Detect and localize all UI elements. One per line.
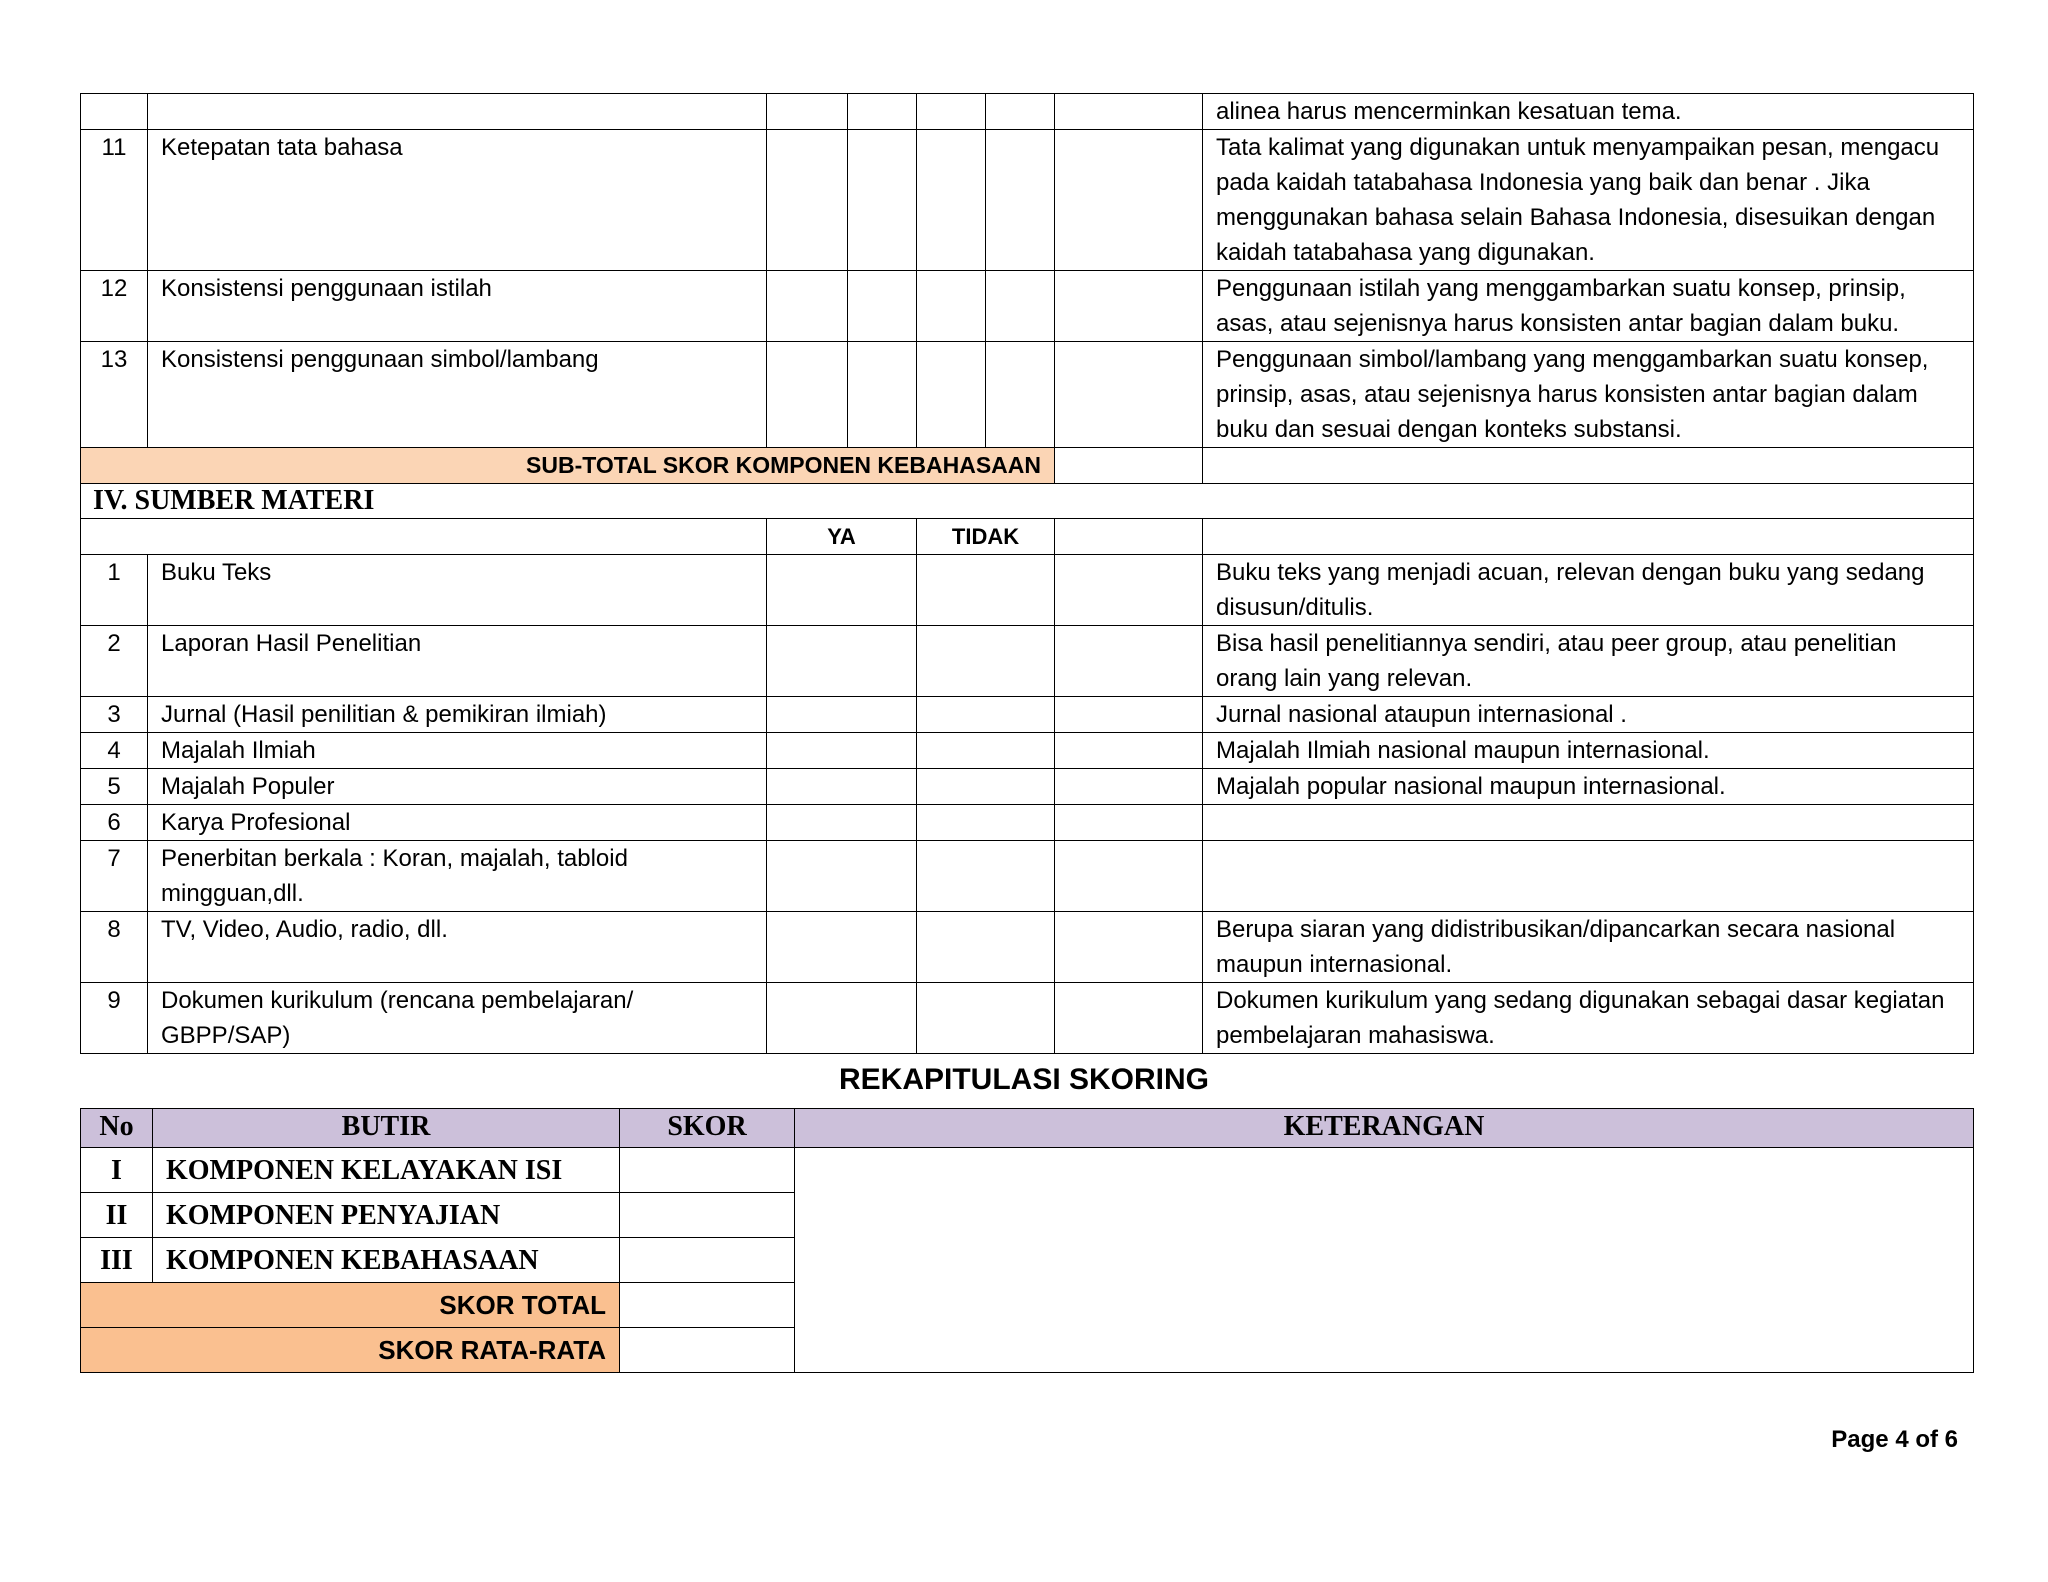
subtotal-note-cell (1203, 448, 1974, 484)
row-number: 5 (81, 769, 148, 805)
score-cell[interactable] (848, 271, 917, 342)
blank-header-cell (1203, 519, 1974, 555)
rekap-item: KOMPONEN PENYAJIAN (153, 1193, 620, 1238)
blank-header-cell (1055, 519, 1203, 555)
score-cell[interactable] (986, 130, 1055, 271)
item-cell: Laporan Hasil Penelitian (148, 626, 767, 697)
score-cell[interactable] (917, 342, 986, 448)
no-cell (81, 94, 148, 130)
ya-cell[interactable] (767, 555, 917, 626)
description-cell: Majalah popular nasional maupun internasional. (1203, 769, 1974, 805)
score-cell[interactable] (767, 342, 848, 448)
note-cell[interactable] (1055, 841, 1203, 912)
description-cell: Tata kalimat yang digunakan untuk menyampaikan pesan, mengacu pada kaidah tatabahasa Indonesia yang baik dan benar . Jika menggunakan bahasa selain Bahasa Indonesia, disesuikan dengan kaidah tatabahasa yang digunakan. (1203, 130, 1974, 271)
rekap-header-butir: BUTIR (153, 1109, 620, 1148)
score-cell[interactable] (917, 130, 986, 271)
ya-cell[interactable] (767, 626, 917, 697)
description-cell: alinea harus mencerminkan kesatuan tema. (1203, 94, 1974, 130)
ya-cell[interactable] (767, 841, 917, 912)
subtotal-score-cell[interactable] (1055, 448, 1203, 484)
tidak-cell[interactable] (917, 626, 1055, 697)
description-cell (1203, 841, 1974, 912)
page-number: Page 4 of 6 (1831, 1426, 1958, 1453)
note-cell[interactable] (1055, 342, 1203, 448)
score-cell[interactable] (917, 271, 986, 342)
note-cell[interactable] (1055, 983, 1203, 1054)
description-cell: Jurnal nasional ataupun internasional . (1203, 697, 1974, 733)
score-cell[interactable] (917, 94, 986, 130)
item-cell: Penerbitan berkala : Koran, majalah, tabloid mingguan,dll. (148, 841, 767, 912)
row-number: 6 (81, 805, 148, 841)
ya-cell[interactable] (767, 805, 917, 841)
table-row (81, 626, 1974, 697)
table-row (81, 841, 1974, 912)
note-cell[interactable] (1055, 626, 1203, 697)
note-cell[interactable] (1055, 912, 1203, 983)
note-cell[interactable] (1055, 769, 1203, 805)
ya-cell[interactable] (767, 983, 917, 1054)
ya-cell[interactable] (767, 733, 917, 769)
rekap-table (80, 1108, 1974, 1373)
score-cell[interactable] (848, 130, 917, 271)
description-cell: Dokumen kurikulum yang sedang digunakan sebagai dasar kegiatan pembelajaran mahasiswa. (1203, 983, 1974, 1054)
skor-rata-label: SKOR RATA-RATA (81, 1328, 620, 1373)
description-cell: Penggunaan istilah yang menggambarkan suatu konsep, prinsip, asas, atau sejenisnya harus konsisten antar bagian dalam buku. (1203, 271, 1974, 342)
table-row (81, 130, 1974, 271)
subtotal-label: SUB-TOTAL SKOR KOMPONEN KEBAHASAAN (81, 448, 1055, 484)
item-cell: Ketepatan tata bahasa (148, 130, 767, 271)
rekap-header-no: No (81, 1109, 153, 1148)
table-row (81, 555, 1974, 626)
column-header-row (81, 519, 1974, 555)
note-cell[interactable] (1055, 697, 1203, 733)
table-row (81, 983, 1974, 1054)
rekap-title: REKAPITULASI SKORING (838, 1063, 1210, 1096)
rekap-score-cell[interactable] (620, 1238, 795, 1283)
table-row (81, 697, 1974, 733)
ya-cell[interactable] (767, 912, 917, 983)
keterangan-cell[interactable] (795, 1148, 1974, 1373)
table-row (81, 271, 1974, 342)
tidak-cell[interactable] (917, 805, 1055, 841)
table-row (81, 912, 1974, 983)
tidak-cell[interactable] (917, 983, 1055, 1054)
score-cell[interactable] (986, 271, 1055, 342)
rekap-row-number: III (81, 1238, 153, 1283)
ya-cell[interactable] (767, 697, 917, 733)
rekap-header-row (81, 1109, 1974, 1148)
score-cell[interactable] (767, 130, 848, 271)
note-cell[interactable] (1055, 805, 1203, 841)
item-cell: Majalah Populer (148, 769, 767, 805)
table-row (81, 769, 1974, 805)
tidak-cell[interactable] (917, 912, 1055, 983)
rekap-header-skor: SKOR (620, 1109, 795, 1148)
note-cell[interactable] (1055, 271, 1203, 342)
row-number: 1 (81, 555, 148, 626)
row-number: 4 (81, 733, 148, 769)
row-number: 8 (81, 912, 148, 983)
rekap-row-number: I (81, 1148, 153, 1193)
rekap-score-cell[interactable] (620, 1148, 795, 1193)
rekap-score-cell[interactable] (620, 1193, 795, 1238)
tidak-cell[interactable] (917, 733, 1055, 769)
skor-rata-cell[interactable] (620, 1328, 795, 1373)
skor-total-label: SKOR TOTAL (81, 1283, 620, 1328)
tidak-cell[interactable] (917, 769, 1055, 805)
score-cell[interactable] (848, 94, 917, 130)
ya-cell[interactable] (767, 769, 917, 805)
table-row (81, 342, 1974, 448)
section-title: IV. SUMBER MATERI (81, 484, 1974, 519)
rekap-item: KOMPONEN KELAYAKAN ISI (153, 1148, 620, 1193)
item-cell: Majalah Ilmiah (148, 733, 767, 769)
description-cell (1203, 805, 1974, 841)
score-cell[interactable] (767, 94, 848, 130)
row-number: 11 (81, 130, 148, 271)
subtotal-row (81, 448, 1974, 484)
rekap-row-number: II (81, 1193, 153, 1238)
note-cell[interactable] (1055, 94, 1203, 130)
section-header-row (81, 484, 1974, 519)
item-cell (148, 94, 767, 130)
row-number: 13 (81, 342, 148, 448)
row-number: 9 (81, 983, 148, 1054)
score-cell[interactable] (986, 342, 1055, 448)
rekap-header-keterangan: KETERANGAN (795, 1109, 1974, 1148)
note-cell[interactable] (1055, 130, 1203, 271)
note-cell[interactable] (1055, 733, 1203, 769)
table-row (81, 733, 1974, 769)
tidak-cell[interactable] (917, 697, 1055, 733)
row-number: 2 (81, 626, 148, 697)
description-cell: Penggunaan simbol/lambang yang menggambarkan suatu konsep, prinsip, asas, atau sejenisnya harus konsisten antar bagian dalam buku dan sesuai dengan konteks substansi. (1203, 342, 1974, 448)
item-cell: Buku Teks (148, 555, 767, 626)
description-cell: Buku teks yang menjadi acuan, relevan dengan buku yang sedang disusun/ditulis. (1203, 555, 1974, 626)
description-cell: Bisa hasil penelitiannya sendiri, atau peer group, atau penelitian orang lain yang relevan. (1203, 626, 1974, 697)
row-number: 7 (81, 841, 148, 912)
rekap-row (81, 1148, 1974, 1193)
table-row (81, 805, 1974, 841)
item-cell: TV, Video, Audio, radio, dll. (148, 912, 767, 983)
item-cell: Konsistensi penggunaan istilah (148, 271, 767, 342)
note-cell[interactable] (1055, 555, 1203, 626)
column-header-tidak: TIDAK (917, 519, 1055, 555)
tidak-cell[interactable] (917, 841, 1055, 912)
tidak-cell[interactable] (917, 555, 1055, 626)
item-cell: Karya Profesional (148, 805, 767, 841)
description-cell: Majalah Ilmiah nasional maupun internasional. (1203, 733, 1974, 769)
blank-header-cell (81, 519, 767, 555)
score-cell[interactable] (848, 342, 917, 448)
item-cell: Konsistensi penggunaan simbol/lambang (148, 342, 767, 448)
rekap-item: KOMPONEN KEBAHASAAN (153, 1238, 620, 1283)
column-header-ya: YA (767, 519, 917, 555)
score-cell[interactable] (986, 94, 1055, 130)
description-cell: Berupa siaran yang didistribusikan/dipancarkan secara nasional maupun internasional. (1203, 912, 1974, 983)
row-number: 3 (81, 697, 148, 733)
table-row (81, 94, 1974, 130)
item-cell: Dokumen kurikulum (rencana pembelajaran/ GBPP/SAP) (148, 983, 767, 1054)
score-cell[interactable] (767, 271, 848, 342)
row-number: 12 (81, 271, 148, 342)
item-cell: Jurnal (Hasil penilitian & pemikiran ilmiah) (148, 697, 767, 733)
skor-total-cell[interactable] (620, 1283, 795, 1328)
assessment-table (80, 93, 1974, 1054)
